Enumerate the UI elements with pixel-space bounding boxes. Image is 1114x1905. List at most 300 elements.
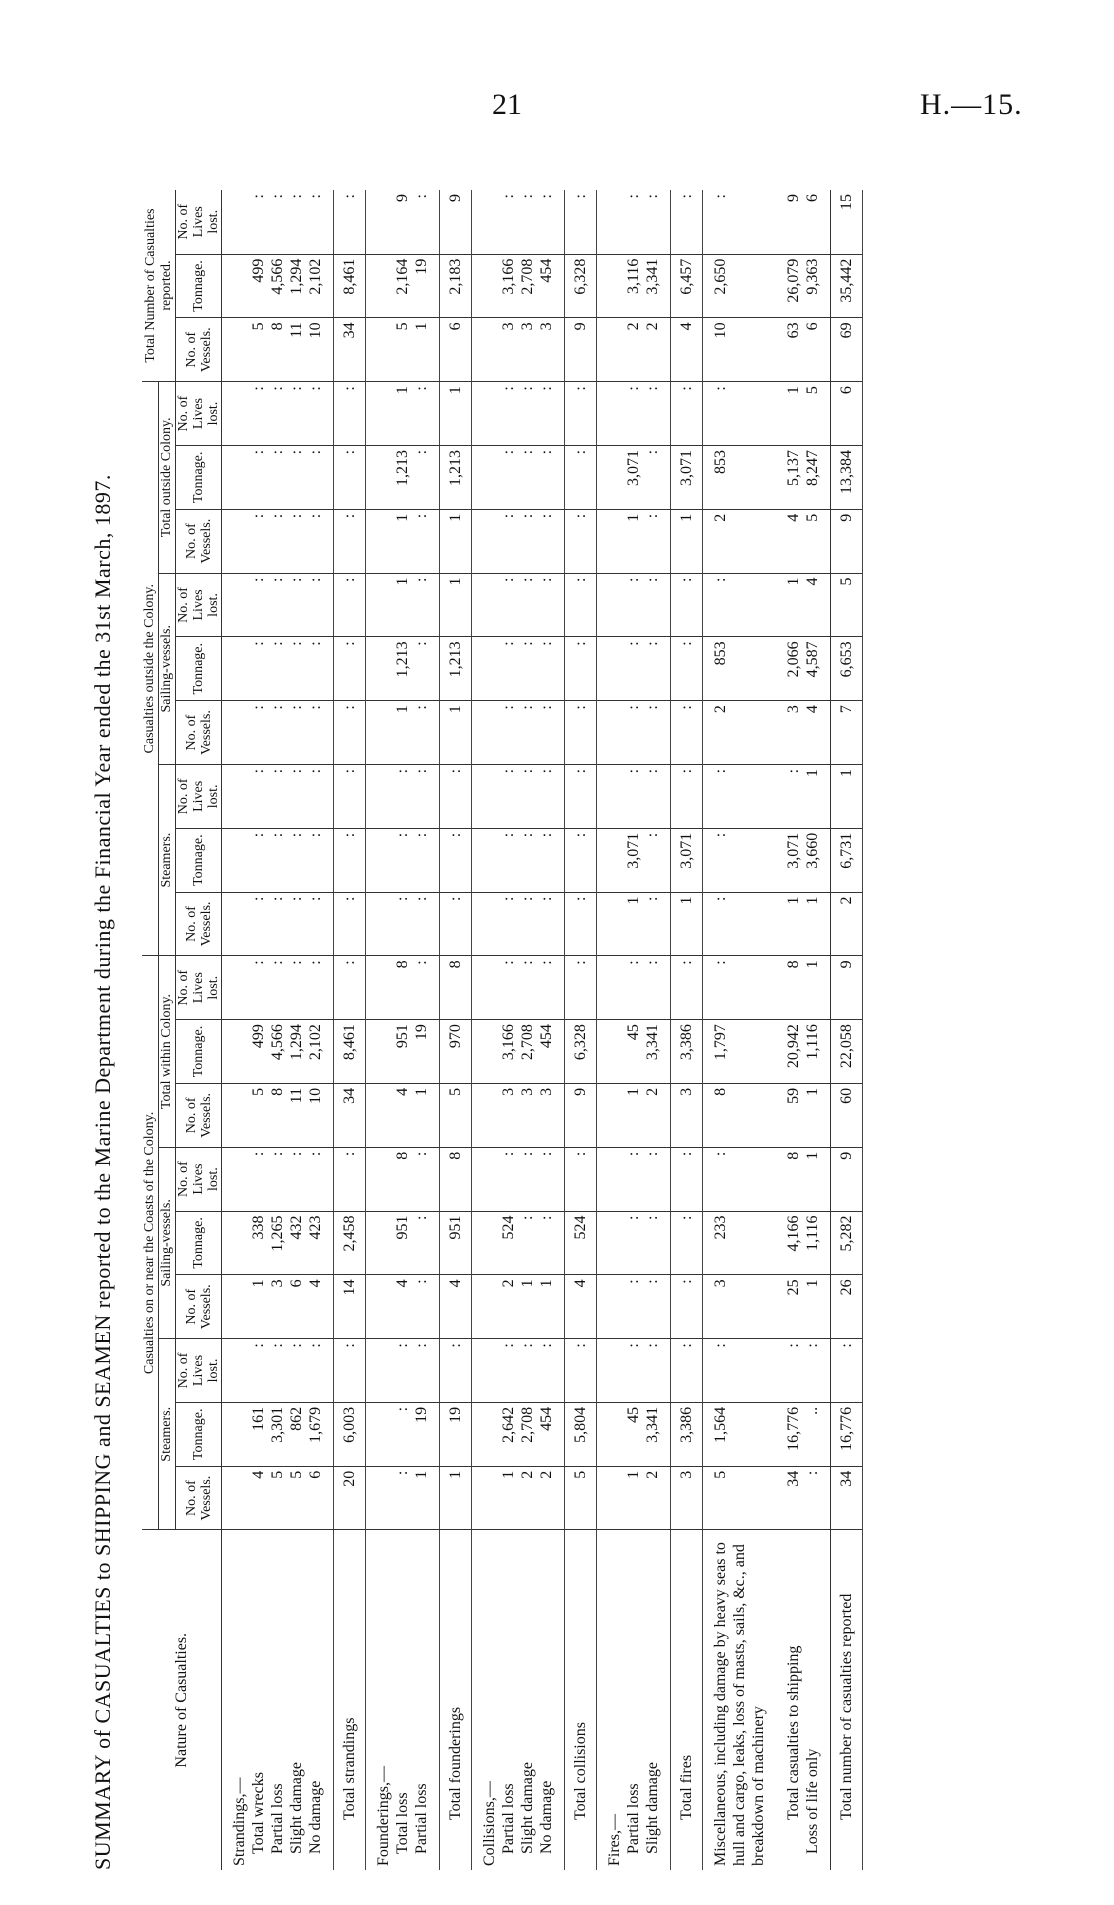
table-cell: 6,003 bbox=[334, 1402, 366, 1466]
table-cell: 8,461 bbox=[334, 254, 366, 318]
table-cell: 3,071 bbox=[671, 445, 703, 509]
column-header-vessels: No. of Vessels. bbox=[176, 1275, 222, 1339]
table-row bbox=[366, 190, 440, 1870]
total-label: Total collisions bbox=[572, 1722, 589, 1820]
table-cell: : bbox=[671, 1339, 703, 1403]
table-cell: 3,166 2,708 454 bbox=[472, 1020, 565, 1084]
table-cell: : : bbox=[597, 1211, 671, 1275]
table-cell: 9 bbox=[565, 318, 597, 382]
table-cell: 3,386 bbox=[671, 1402, 703, 1466]
table-cell: : bbox=[671, 701, 703, 765]
table-cell: 9 bbox=[440, 190, 472, 254]
table-cell: : : : : bbox=[222, 1147, 334, 1211]
table-cell: 60 bbox=[831, 1083, 863, 1147]
table-cell: 970 bbox=[440, 1020, 472, 1084]
total-row bbox=[831, 190, 863, 1870]
table-cell: 499 4,566 1,294 2,102 bbox=[222, 1020, 334, 1084]
total-number-header: Total Number of Casualties reported. bbox=[142, 190, 176, 382]
row-label-line: Slight damage bbox=[519, 1762, 536, 1854]
total-row bbox=[440, 190, 472, 1870]
document-reference: H.—15. bbox=[920, 88, 1023, 121]
table-cell: 3,386 bbox=[671, 1020, 703, 1084]
table-cell: : bbox=[440, 892, 472, 956]
table-cell: : bbox=[334, 445, 366, 509]
table-cell: 9 bbox=[831, 956, 863, 1020]
table-cell: : : : : bbox=[222, 445, 334, 509]
table-cell: : bbox=[703, 190, 777, 254]
table-cell: 4 bbox=[440, 1275, 472, 1339]
table-cell: : bbox=[334, 828, 366, 892]
table-cell: 8 : bbox=[366, 956, 440, 1020]
total-row bbox=[334, 190, 366, 1870]
row-label-line: Slight damage bbox=[288, 1762, 305, 1854]
row-label bbox=[597, 1530, 671, 1870]
table-cell: : : bbox=[597, 190, 671, 254]
coast-sailing-header: Sailing-vessels. bbox=[159, 1147, 176, 1338]
table-cell: 3 4 bbox=[776, 701, 831, 765]
table-cell: : : : : bbox=[222, 764, 334, 828]
table-cell: : : : bbox=[472, 637, 565, 701]
table-cell: : bbox=[565, 956, 597, 1020]
table-cell: 9 bbox=[831, 1147, 863, 1211]
table-cell: 951 : bbox=[366, 1211, 440, 1275]
total-row bbox=[671, 190, 703, 1870]
row-label-line: Total loss bbox=[394, 1792, 411, 1854]
column-header-tonnage: Tonnage. bbox=[176, 828, 222, 892]
column-header-lives: No. of Lives lost. bbox=[176, 573, 222, 637]
table-cell: 524 : : bbox=[472, 1211, 565, 1275]
table-cell: : : : : bbox=[222, 382, 334, 446]
table-cell: : bbox=[565, 445, 597, 509]
table-cell: : bbox=[671, 1211, 703, 1275]
table-cell: 2 bbox=[703, 701, 777, 765]
table-cell: 1,213 bbox=[440, 637, 472, 701]
table-cell: : bbox=[565, 1339, 597, 1403]
outside-sailing-header: Sailing-vessels. bbox=[159, 573, 176, 764]
table-cell: 13,384 bbox=[831, 445, 863, 509]
table-cell: 1 bbox=[440, 509, 472, 573]
row-label bbox=[565, 1530, 597, 1870]
table-cell: 6 bbox=[831, 382, 863, 446]
table-cell: : : : bbox=[472, 764, 565, 828]
table-cell: 1 bbox=[440, 573, 472, 637]
table-cell: : bbox=[440, 828, 472, 892]
table-cell: : : : bbox=[472, 573, 565, 637]
column-header-vessels: No. of Vessels. bbox=[176, 1466, 222, 1530]
table-cell: 3,071 : bbox=[597, 445, 671, 509]
table-cell: 3,071 3,660 bbox=[776, 828, 831, 892]
table-cell: : : : bbox=[472, 1147, 565, 1211]
table-cell: 63 6 bbox=[776, 318, 831, 382]
coast-steamers-header: Steamers. bbox=[159, 1339, 176, 1530]
table-cell: 9 6 bbox=[776, 190, 831, 254]
table-cell: 3,071 bbox=[671, 828, 703, 892]
table-cell: 25 1 bbox=[776, 1275, 831, 1339]
table-cell: 1 2 bbox=[597, 1466, 671, 1530]
table-cell: : : : : bbox=[222, 573, 334, 637]
table-cell: 45 3,341 bbox=[597, 1402, 671, 1466]
table-cell: : : bbox=[366, 1339, 440, 1403]
table-cell: : bbox=[671, 764, 703, 828]
column-header-vessels: No. of Vessels. bbox=[176, 318, 222, 382]
total-row bbox=[565, 190, 597, 1870]
table-cell: : bbox=[831, 1339, 863, 1403]
table-cell: : bbox=[565, 764, 597, 828]
table-cell: 16,776 .. bbox=[776, 1402, 831, 1466]
table-cell: 45 3,341 bbox=[597, 1020, 671, 1084]
table-cell: 34 bbox=[334, 1083, 366, 1147]
table-cell: : : : bbox=[472, 1339, 565, 1403]
table-cell: : : : bbox=[472, 445, 565, 509]
table-cell: : bbox=[334, 701, 366, 765]
table-cell: 3 bbox=[671, 1083, 703, 1147]
table-cell: 6,653 bbox=[831, 637, 863, 701]
table-cell: 4 bbox=[565, 1275, 597, 1339]
table-cell: 5 8 11 10 bbox=[222, 1083, 334, 1147]
table-cell: : bbox=[334, 892, 366, 956]
table-cell: 1 bbox=[440, 701, 472, 765]
table-cell: 22,058 bbox=[831, 1020, 863, 1084]
table-cell: : bbox=[703, 573, 777, 637]
table-cell: 1 bbox=[440, 1466, 472, 1530]
column-header-vessels: No. of Vessels. bbox=[176, 701, 222, 765]
table-cell: 853 bbox=[703, 637, 777, 701]
table-cell: 1 bbox=[671, 509, 703, 573]
table-cell: : : : : bbox=[222, 892, 334, 956]
table-cell: : bbox=[703, 1147, 777, 1211]
table-cell: 3 3 3 bbox=[472, 318, 565, 382]
table-cell: : : bbox=[366, 764, 440, 828]
table-cell: : : : bbox=[472, 828, 565, 892]
table-cell: : : bbox=[597, 701, 671, 765]
table-cell: : : bbox=[597, 382, 671, 446]
table-cell: : bbox=[334, 382, 366, 446]
table-cell: : : bbox=[597, 1275, 671, 1339]
table-cell: : : : : bbox=[222, 956, 334, 1020]
rotated-table-region bbox=[80, 190, 1040, 1870]
table-cell: 9 bbox=[831, 509, 863, 573]
table-cell: 3,116 3,341 bbox=[597, 254, 671, 318]
table-cell: 16,776 bbox=[831, 1402, 863, 1466]
table-cell: : : bbox=[366, 828, 440, 892]
table-cell: 6 bbox=[440, 318, 472, 382]
table-cell: 161 3,301 862 1,679 bbox=[222, 1402, 334, 1466]
table-cell: : : bbox=[597, 764, 671, 828]
table-cell: : bbox=[334, 1147, 366, 1211]
table-cell: 1 : bbox=[366, 701, 440, 765]
table-cell: 5 1 bbox=[366, 318, 440, 382]
table-cell: : : : : bbox=[222, 637, 334, 701]
on-coast-header: Casualties on or near the Coasts of the Colony. bbox=[142, 956, 159, 1530]
table-cell: 951 bbox=[440, 1211, 472, 1275]
table-cell: : : : : bbox=[222, 190, 334, 254]
table-cell: 4 bbox=[671, 318, 703, 382]
row-label-line: Partial loss bbox=[500, 1783, 517, 1854]
page-number: 21 bbox=[492, 88, 522, 121]
column-header-lives: No. of Lives lost. bbox=[176, 1147, 222, 1211]
table-cell: 5 bbox=[440, 1083, 472, 1147]
table-cell: 951 19 bbox=[366, 1020, 440, 1084]
table-cell: : bbox=[334, 1339, 366, 1403]
table-cell: : bbox=[334, 764, 366, 828]
table-cell: 3 bbox=[703, 1275, 777, 1339]
table-cell: 3,071 : bbox=[597, 828, 671, 892]
column-header-vessels: No. of Vessels. bbox=[176, 509, 222, 573]
table-cell: 1,564 bbox=[703, 1402, 777, 1466]
table-cell: 9 bbox=[565, 1083, 597, 1147]
table-cell: : bbox=[565, 701, 597, 765]
table-cell: 1 bbox=[440, 382, 472, 446]
column-header-tonnage: Tonnage. bbox=[176, 1211, 222, 1275]
table-cell: 6,457 bbox=[671, 254, 703, 318]
table-cell: 8 : bbox=[366, 1147, 440, 1211]
column-header-tonnage: Tonnage. bbox=[176, 445, 222, 509]
table-cell: 8 bbox=[440, 956, 472, 1020]
table-cell: : bbox=[671, 1147, 703, 1211]
table-cell: 34 bbox=[831, 1466, 863, 1530]
table-cell: : bbox=[671, 573, 703, 637]
table-cell: 2,183 bbox=[440, 254, 472, 318]
table-cell: 1,797 bbox=[703, 1020, 777, 1084]
table-row bbox=[222, 190, 334, 1870]
table-cell: : 19 bbox=[366, 1402, 440, 1466]
total-label: Total founderings bbox=[447, 1706, 464, 1820]
row-label-line: Loss of life only bbox=[804, 1748, 821, 1854]
table-cell: 8 1 bbox=[776, 956, 831, 1020]
table-cell: : bbox=[440, 764, 472, 828]
table-cell: 19 bbox=[440, 1402, 472, 1466]
table-cell: 8 bbox=[440, 1147, 472, 1211]
table-cell: : : bbox=[776, 1339, 831, 1403]
casualties-summary-table bbox=[142, 190, 863, 1870]
table-cell: : bbox=[334, 190, 366, 254]
table-cell: 35,442 bbox=[831, 254, 863, 318]
column-header-lives: No. of Lives lost. bbox=[176, 190, 222, 254]
row-label-line: Partial loss bbox=[413, 1783, 430, 1854]
table-cell: 2,650 bbox=[703, 254, 777, 318]
row-label-line: Fires,— bbox=[606, 1814, 623, 1866]
table-cell: 5 bbox=[703, 1466, 777, 1530]
table-cell: 1 : bbox=[597, 509, 671, 573]
table-cell: : bbox=[334, 637, 366, 701]
table-cell: 3,166 2,708 454 bbox=[472, 254, 565, 318]
table-cell: 1 3 6 4 bbox=[222, 1275, 334, 1339]
row-label bbox=[440, 1530, 472, 1870]
row-label-line: No damage bbox=[307, 1780, 324, 1854]
table-cell: 26,079 9,363 bbox=[776, 254, 831, 318]
table-cell: 1,213 : bbox=[366, 637, 440, 701]
table-cell: 1 2 2 bbox=[472, 1466, 565, 1530]
table-cell: : 1 bbox=[776, 764, 831, 828]
table-cell: 69 bbox=[831, 318, 863, 382]
table-cell: 1 4 bbox=[776, 573, 831, 637]
row-label-line: Strandings,— bbox=[231, 1777, 248, 1866]
table-cell: 338 1,265 432 423 bbox=[222, 1211, 334, 1275]
table-row bbox=[703, 190, 777, 1870]
table-cell: 2 bbox=[831, 892, 863, 956]
table-cell: 1 2 bbox=[597, 1083, 671, 1147]
table-cell: 4 5 5 6 bbox=[222, 1466, 334, 1530]
table-cell: : : : bbox=[472, 701, 565, 765]
row-label-line: Miscellaneous, including damage by heavy seas to hull and cargo, leaks, loss of masts, sails, &c., and breakdown of machinery bbox=[712, 1542, 767, 1866]
row-label-line: Founderings,— bbox=[375, 1766, 392, 1866]
table-cell: 6,731 bbox=[831, 828, 863, 892]
table-cell: : bbox=[671, 382, 703, 446]
row-label bbox=[831, 1530, 863, 1870]
table-cell: : 1 bbox=[366, 1466, 440, 1530]
table-cell: 8 1 bbox=[776, 1147, 831, 1211]
table-cell: 2,642 2,708 454 bbox=[472, 1402, 565, 1466]
row-label-line: Total casualties to shipping bbox=[785, 1645, 802, 1820]
table-cell: 853 bbox=[703, 445, 777, 509]
row-label bbox=[366, 1530, 440, 1870]
table-cell: 8,461 bbox=[334, 1020, 366, 1084]
table-cell: 20 bbox=[334, 1466, 366, 1530]
total-label: Total number of casualties reported bbox=[838, 1593, 855, 1820]
table-cell: 1,213 : bbox=[366, 445, 440, 509]
table-cell: : bbox=[334, 573, 366, 637]
column-header-tonnage: Tonnage. bbox=[176, 254, 222, 318]
table-cell: : bbox=[703, 382, 777, 446]
table-cell: : bbox=[671, 1275, 703, 1339]
table-cell: 1 bbox=[671, 892, 703, 956]
table-cell: : : bbox=[597, 1339, 671, 1403]
nature-of-casualties-header: Nature of Casualties. bbox=[142, 1530, 222, 1870]
table-cell: : : : bbox=[472, 892, 565, 956]
table-title: SUMMARY of CASUALTIES to SHIPPING and SEAMEN reported to the Marine Department during the Financial Year ended the 31st March, 1897. bbox=[90, 474, 115, 1870]
table-cell: 3 bbox=[671, 1466, 703, 1530]
column-header-tonnage: Tonnage. bbox=[176, 1020, 222, 1084]
table-cell: 3 3 3 bbox=[472, 1083, 565, 1147]
table-cell: : bbox=[334, 956, 366, 1020]
total-outside-header: Total outside Colony. bbox=[159, 382, 176, 573]
table-cell: : bbox=[440, 1339, 472, 1403]
table-cell: 7 bbox=[831, 701, 863, 765]
table-cell: : : : bbox=[472, 956, 565, 1020]
table-cell: 8 bbox=[703, 1083, 777, 1147]
table-cell: : : bbox=[597, 1147, 671, 1211]
table-cell: : : bbox=[597, 573, 671, 637]
table-cell: : : : bbox=[472, 509, 565, 573]
table-cell: 4 1 bbox=[366, 1083, 440, 1147]
column-header-vessels: No. of Vessels. bbox=[176, 1083, 222, 1147]
row-label bbox=[334, 1530, 366, 1870]
column-header-tonnage: Tonnage. bbox=[176, 1402, 222, 1466]
table-cell: 20,942 1,116 bbox=[776, 1020, 831, 1084]
table-cell: 2 1 1 bbox=[472, 1275, 565, 1339]
table-cell: 1,213 bbox=[440, 445, 472, 509]
row-label bbox=[472, 1530, 565, 1870]
table-cell: 1 bbox=[831, 764, 863, 828]
table-cell: 5 bbox=[831, 573, 863, 637]
row-label-line: Slight damage bbox=[644, 1762, 661, 1854]
table-cell: 59 1 bbox=[776, 1083, 831, 1147]
row-label bbox=[671, 1530, 703, 1870]
table-cell: 14 bbox=[334, 1275, 366, 1339]
table-cell: 233 bbox=[703, 1211, 777, 1275]
row-label bbox=[222, 1530, 334, 1870]
table-cell: : : bbox=[366, 892, 440, 956]
row-label-line: Partial loss bbox=[625, 1783, 642, 1854]
row-label-line: Collisions,— bbox=[481, 1781, 498, 1866]
table-cell: 1 : bbox=[366, 573, 440, 637]
table-cell: : : : bbox=[472, 190, 565, 254]
table-cell: 2 bbox=[703, 509, 777, 573]
table-cell: 5 bbox=[565, 1466, 597, 1530]
table-cell: : bbox=[565, 1147, 597, 1211]
table-cell: 15 bbox=[831, 190, 863, 254]
table-cell: : bbox=[703, 956, 777, 1020]
table-cell: 1 5 bbox=[776, 382, 831, 446]
column-header-lives: No. of Lives lost. bbox=[176, 764, 222, 828]
table-cell: : bbox=[671, 190, 703, 254]
table-cell: : : : : bbox=[222, 701, 334, 765]
table-cell: : bbox=[565, 637, 597, 701]
table-row bbox=[472, 190, 565, 1870]
table-cell: 1 : bbox=[366, 382, 440, 446]
table-cell: : bbox=[334, 509, 366, 573]
table-row bbox=[597, 190, 671, 1870]
total-within-header: Total within Colony. bbox=[159, 956, 176, 1147]
outside-steamers-header: Steamers. bbox=[159, 764, 176, 955]
row-label-line: No damage bbox=[538, 1780, 555, 1854]
table-cell: : : : : bbox=[222, 828, 334, 892]
table-cell: : bbox=[565, 573, 597, 637]
table-row bbox=[776, 190, 831, 1870]
column-header-lives: No. of Lives lost. bbox=[176, 382, 222, 446]
row-label-line: Partial loss bbox=[269, 1783, 286, 1854]
table-cell: 2 2 bbox=[597, 318, 671, 382]
row-label bbox=[703, 1530, 777, 1870]
table-cell: : bbox=[703, 1339, 777, 1403]
total-label: Total strandings bbox=[341, 1717, 358, 1820]
table-cell: 4 5 bbox=[776, 509, 831, 573]
table-cell: : : : : bbox=[222, 509, 334, 573]
row-label bbox=[776, 1530, 831, 1870]
table-cell: 6,328 bbox=[565, 1020, 597, 1084]
column-header-lives: No. of Lives lost. bbox=[176, 956, 222, 1020]
table-cell: : bbox=[565, 892, 597, 956]
table-cell: : bbox=[703, 764, 777, 828]
table-cell: 1 : bbox=[366, 509, 440, 573]
table-cell: 2,164 19 bbox=[366, 254, 440, 318]
table-cell: 2,458 bbox=[334, 1211, 366, 1275]
table-cell: : bbox=[565, 382, 597, 446]
table-cell: 6,328 bbox=[565, 254, 597, 318]
table-cell: : : bbox=[597, 956, 671, 1020]
table-cell: 1 1 bbox=[776, 892, 831, 956]
table-cell: 9 : bbox=[366, 190, 440, 254]
table-cell: 2,066 4,587 bbox=[776, 637, 831, 701]
table-cell: 4 : bbox=[366, 1275, 440, 1339]
table-cell: : : : bbox=[472, 382, 565, 446]
column-header-tonnage: Tonnage. bbox=[176, 637, 222, 701]
table-cell: 5,282 bbox=[831, 1211, 863, 1275]
table-cell: : bbox=[703, 892, 777, 956]
column-header-lives: No. of Lives lost. bbox=[176, 1339, 222, 1403]
outside-colony-header: Casualties outside the Colony. bbox=[142, 382, 159, 956]
table-cell: 10 bbox=[703, 318, 777, 382]
table-cell: 499 4,566 1,294 2,102 bbox=[222, 254, 334, 318]
table-cell: : bbox=[565, 509, 597, 573]
table-cell: : bbox=[565, 828, 597, 892]
table-body bbox=[222, 190, 863, 1870]
table-cell: : : : : bbox=[222, 1339, 334, 1403]
row-label-line: Total wrecks bbox=[250, 1772, 267, 1854]
table-cell: : bbox=[565, 190, 597, 254]
table-cell: 26 bbox=[831, 1275, 863, 1339]
table-cell: 5,804 bbox=[565, 1402, 597, 1466]
